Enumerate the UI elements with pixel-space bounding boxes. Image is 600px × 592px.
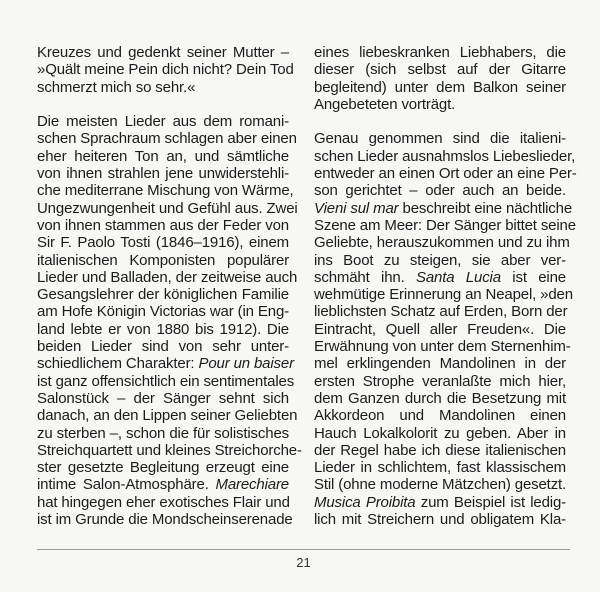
text-line: beiden Lieder sind von sehr unter-: [37, 338, 289, 356]
text-line: schmerzt mich so sehr.«: [37, 78, 196, 96]
text-line: ist im Grunde die Mondscheinserenade: [37, 511, 293, 529]
page-footer: [37, 549, 570, 580]
text-line: Musica Proibita zum Beispiel ist ledig-: [314, 493, 567, 511]
text-line: intime Salon-Atmosphäre. Marechiare: [37, 476, 289, 494]
text-line: eher heiteren Ton an, und sämtliche: [37, 147, 289, 165]
text-line: Streichquartett und kleines Streichorche-: [37, 441, 302, 459]
text-line: Erwähnung von unter dem Sternenhim-: [314, 338, 571, 356]
text-line: von ihnen strahlen jene unwiderstehli-: [37, 165, 289, 183]
text-line: mel erklingenden Mandolinen in der: [314, 355, 566, 373]
song-title: Pour un baiser: [198, 355, 294, 373]
text-line: schmäht ihn. Santa Lucia ist eine: [314, 268, 566, 286]
text-line: ins Boot zu steigen, sie aber ver-: [314, 251, 566, 269]
text-line: »Quält meine Pein dich nicht? Dein Tod: [37, 61, 294, 79]
song-title: Santa Lucia: [415, 268, 501, 286]
text-line: Hauch Lokalkolorit zu geben. Aber in: [314, 424, 566, 442]
text-line: dem Ganzen durch die Besetzung mit: [314, 389, 566, 407]
text-line: Akkordeon und Mandolinen einen: [314, 407, 566, 425]
text-line: schiedlichem Charakter: Pour un baiser: [37, 355, 294, 373]
text-line: wehmütige Erinnerung an Neapel, »den: [314, 286, 573, 304]
page-number: 21: [296, 555, 311, 570]
text-line: Szene am Meer: Der Sänger bittet seine: [314, 216, 576, 234]
text-line: Die meisten Lieder aus dem romani-: [37, 113, 289, 131]
text-line: begleitend) unter dem Balkon seiner: [314, 78, 566, 96]
text-line: Ungezwungenheit und Gefühl aus. Zwei: [37, 199, 298, 217]
text-line: Salonstück – der Sänger sehnt sich: [37, 389, 289, 407]
text-line: Eintracht, Quell aller Freuden«. Die: [314, 320, 566, 338]
text-line: Kreuzes und gedenkt seiner Mutter –: [37, 44, 289, 61]
left-text-column: [37, 44, 302, 529]
text-line: von ihnen stammen aus der Feder von: [37, 216, 289, 234]
text-line: Stil (ohne moderne Mätzchen) gesetzt.: [314, 476, 567, 494]
text-line: ersten Strophe veranlaßte mich hier,: [314, 372, 566, 390]
text-line: schen Sprachraum schlagen aber einen: [37, 130, 297, 148]
text-line: che mediterrane Mischung von Wärme,: [37, 182, 294, 200]
text-line: son gerichtet – oder auch an beide.: [314, 182, 566, 200]
song-title: Musica Proibita: [314, 493, 416, 511]
text-line: land lebte er von 1880 bis 1912). Die: [37, 320, 289, 338]
text-line: eines liebeskranken Liebhabers, die: [314, 44, 566, 61]
text-line: dieser (sich selbst auf der Gitarre: [314, 61, 566, 79]
song-title: Vieni sul mar: [314, 199, 399, 217]
text-line: Lieder in schlichtem, fast klassischem: [314, 459, 566, 477]
text-line: lich mit Streichern und obligatem Kla-: [314, 511, 566, 529]
text-line: ster gesetzte Begleitung erzeugt eine: [37, 459, 289, 477]
text-line: am Hofe Königin Victorias war (in Eng-: [37, 303, 289, 321]
text-line: zu sterben –, schon die für solistisches: [37, 424, 289, 442]
song-title: Marechiare: [215, 476, 289, 494]
text-line: Sir F. Paolo Tosti (1846–1916), einem: [37, 234, 289, 252]
text-line: der Regel habe ich diese italienischen: [314, 441, 566, 459]
text-line: italienischen Komponisten populärer: [37, 251, 289, 269]
text-line: Geliebte, herauszukommen und zu ihm: [314, 234, 570, 252]
text-line: hat hingegen eher exotisches Flair und: [37, 493, 290, 511]
text-line: Gesangslehrer der königlichen Familie: [37, 286, 289, 304]
text-line: Lieder und Balladen, der zeitweise auch: [37, 268, 298, 286]
text-line: danach, an den Lippen seiner Geliebten: [37, 407, 298, 425]
text-line: entweder an einen Ort oder an eine Per-: [314, 165, 577, 183]
right-text-column: [314, 44, 577, 529]
text-line: Vieni sul mar beschreibt eine nächtliche: [314, 199, 573, 217]
text-line: schen Lieder ausnahmslos Liebeslieder,: [314, 147, 576, 165]
text-line: Angebeteten vorträgt.: [314, 95, 456, 113]
text-line: lieblichsten Schatz auf Erden, Born der: [314, 303, 568, 321]
text-line: Genau genommen sind die italieni-: [314, 130, 566, 148]
text-line: ist ganz offensichtlich ein sentimentales: [37, 372, 295, 390]
